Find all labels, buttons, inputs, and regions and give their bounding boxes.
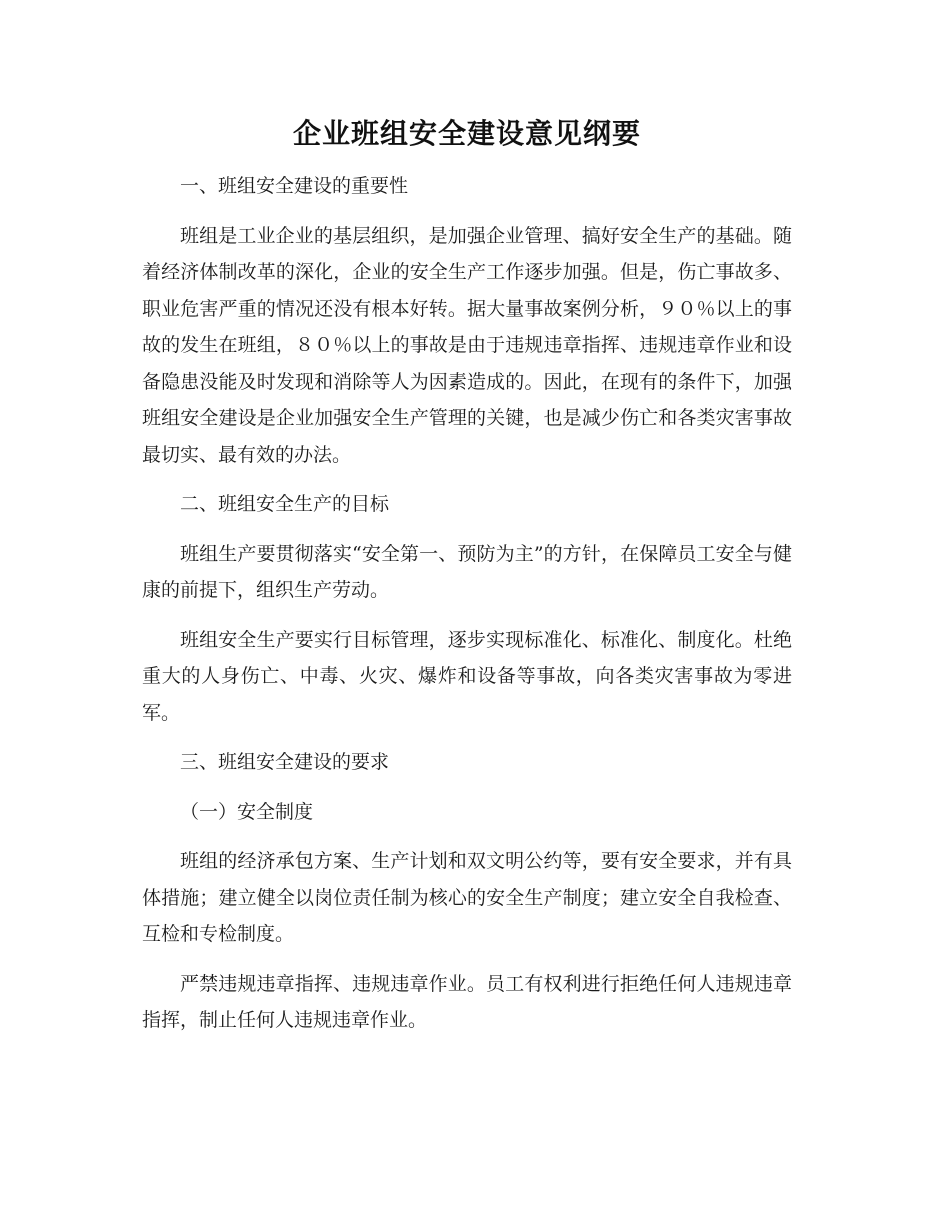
- section-heading-1: 一、班组安全建设的重要性: [180, 175, 409, 197]
- section-heading-2: 二、班组安全生产的目标: [180, 493, 390, 515]
- subsection-heading-safety-system: （一）安全制度: [180, 800, 314, 823]
- paragraph-policy: 班组生产要贯彻落实“安全第一、预防为主”的方针，在保障员工安全与健康的前提下，组织生产劳动。: [142, 542, 792, 601]
- section-heading-3: 三、班组安全建设的要求: [180, 751, 390, 773]
- paragraph-importance: 班组是工业企业的基层组织，是加强企业管理、搞好安全生产的基础。随着经济体制改革的深化，企业的安全生产工作逐步加强。但是，伤亡事故多、职业危害严重的情况还没有根本好转。据大量事故案例分析，９０％以上的事故的发生在班组，８０％以上的事故是由于违规违章指挥、违规违章作业和设备隐患没能及时发现和消除等人为因素造成的。因此，在现有的条件下，加强班组安全建设是企业加强安全生产管理的关键，也是减少伤亡和各类灾害事故最切实、最有效的办法。: [142, 224, 792, 466]
- paragraph-prohibition: 严禁违规违章指挥、违规违章作业。员工有权利进行拒绝任何人违规违章指挥，制止任何人违规违章作业。: [142, 972, 792, 1031]
- paragraph-safety-system: 班组的经济承包方案、生产计划和双文明公约等，要有安全要求，并有具体措施；建立健全以岗位责任制为核心的安全生产制度；建立安全自我检查、互检和专检制度。: [142, 850, 792, 945]
- document-title: 企业班组安全建设意见纲要: [292, 117, 641, 150]
- paragraph-target-management: 班组安全生产要实行目标管理，逐步实现标准化、标准化、制度化。杜绝重大的人身伤亡、中毒、火灾、爆炸和设备等事故，向各类灾害事故为零进军。: [142, 628, 792, 724]
